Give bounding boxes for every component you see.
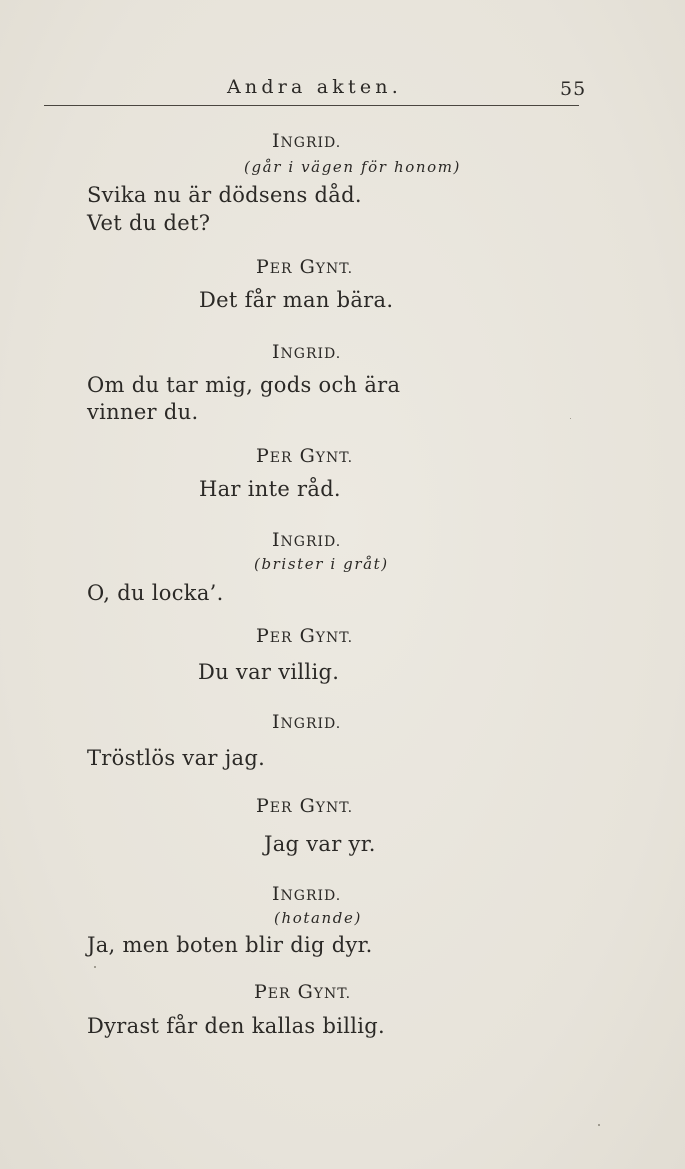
verse-line: Det får man bära. — [199, 288, 394, 312]
speaker-ingrid: INGRID. — [272, 130, 342, 152]
speaker-per-gynt: PER GYNT. — [256, 625, 354, 647]
verse-line: Har inte råd. — [199, 477, 341, 501]
verse-line: Om du tar mig, gods och ära — [87, 373, 401, 397]
paper-speck — [94, 966, 96, 968]
speaker-per-gynt: PER GYNT. — [256, 256, 354, 278]
paper-speck — [598, 1124, 600, 1126]
verse-line: vinner du. — [87, 400, 199, 424]
verse-line: Tröstlös var jag. — [87, 746, 266, 770]
stage-direction: (går i vägen för honom) — [244, 158, 462, 176]
speaker-ingrid: INGRID. — [272, 883, 342, 905]
speaker-ingrid: INGRID. — [272, 711, 342, 733]
verse-line: Ja, men boten blir dig dyr. — [87, 933, 373, 957]
verse-line: Svika nu är dödsens dåd. — [87, 183, 362, 207]
verse-line: Du var villig. — [198, 660, 340, 684]
speaker-ingrid: INGRID. — [272, 341, 342, 363]
page-number: 55 — [560, 78, 587, 100]
verse-line: Jag var yr. — [264, 832, 376, 856]
stage-direction: (hotande) — [274, 909, 362, 927]
speaker-per-gynt: PER GYNT. — [254, 981, 352, 1003]
speaker-ingrid: INGRID. — [272, 529, 342, 551]
header-rule — [44, 105, 579, 106]
verse-line: O, du locka’. — [87, 581, 224, 605]
verse-line: Dyrast får den kallas billig. — [87, 1014, 386, 1038]
verse-line: Vet du det? — [87, 211, 211, 235]
speaker-per-gynt: PER GYNT. — [256, 795, 354, 817]
paper-speck — [570, 418, 571, 419]
running-header-title: Andra akten. — [227, 76, 402, 98]
speaker-per-gynt: PER GYNT. — [256, 445, 354, 467]
stage-direction: (brister i gråt) — [254, 555, 389, 573]
